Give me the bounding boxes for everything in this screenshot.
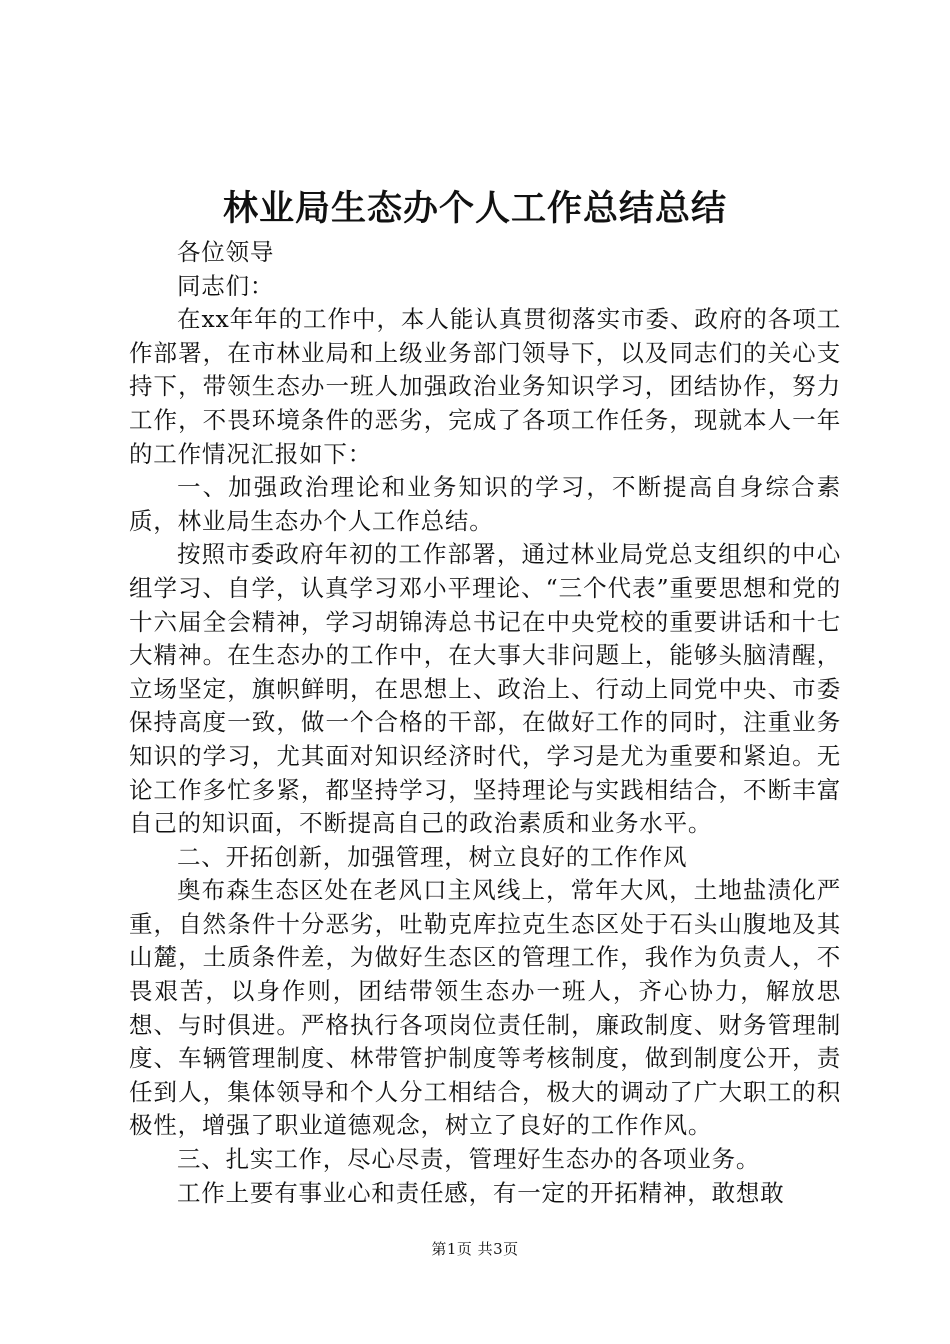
paragraph-section-1: 按照市委政府年初的工作部署，通过林业局党总支组织的中心组学习、自学，认真学习邓小平理论、“三个代表”重要思想和党的十六届全会精神，学习胡锦涛总书记在中央党校的重要讲话和十七大精神。在生态办的工作中，在大事大非问题上，能够头脑清醒，立场坚定，旗帜鲜明，在思想上、政治上、行动上同党中央、市委保持高度一致，做一个合格的干部，在做好工作的同时，注重业务知识的学习，尤其面对知识经济时代，学习是尤为重要和紧迫。无论工作多忙多紧，都坚持学习，坚持理论与实践相结合，不断丰富自己的知识面，不断提高自己的政治素质和业务水平。 [129,540,841,838]
paragraph-intro: 在xx年年的工作中，本人能认真贯彻落实市委、政府的各项工作部署，在市林业局和上级业务部门领导下，以及同志们的关心支持下，带领生态办一班人加强政治业务知识学习，团结协作，努力工作，不畏环境条件的恶劣，完成了各项工作任务，现就本人一年的工作情况汇报如下： [129,305,841,468]
document-title: 林业局生态办个人工作总结总结 [222,188,727,229]
paragraph-section-2: 奥布森生态区处在老风口主风线上，常年大风，土地盐渍化严重，自然条件十分恶劣，吐勒克库拉克生态区处于石头山腹地及其山麓，土质条件差，为做好生态区的管理工作，我作为负责人，不畏艰苦，以身作则，团结带领生态办一班人，齐心协力，解放思想、与时俱进。严格执行各项岗位责任制，廉政制度、财务管理制度、车辆管理制度、林带管护制度等考核制度，做到制度公开，责任到人，集体领导和个人分工相结合，极大的调动了广大职工的积极性，增强了职业道德观念，树立了良好的工作作风。 [129,876,841,1140]
paragraph-section-3: 工作上要有事业心和责任感，有一定的开拓精神，敢想敢 [177,1178,785,1207]
heading-section-2: 二、开拓创新，加强管理，树立良好的工作作风 [177,842,688,871]
heading-section-3: 三、扎实工作，尽心尽责，管理好生态办的各项业务。 [177,1145,761,1174]
document-body [129,236,841,1210]
heading-section-1: 一、加强政治理论和业务知识的学习，不断提高自身综合素质，林业局生态办个人工作总结。 [129,473,841,535]
page-footer: 第1页 共3页 [431,1240,519,1258]
salutation-comrades: 同志们： [177,271,275,300]
salutation-leaders: 各位领导 [177,238,275,266]
